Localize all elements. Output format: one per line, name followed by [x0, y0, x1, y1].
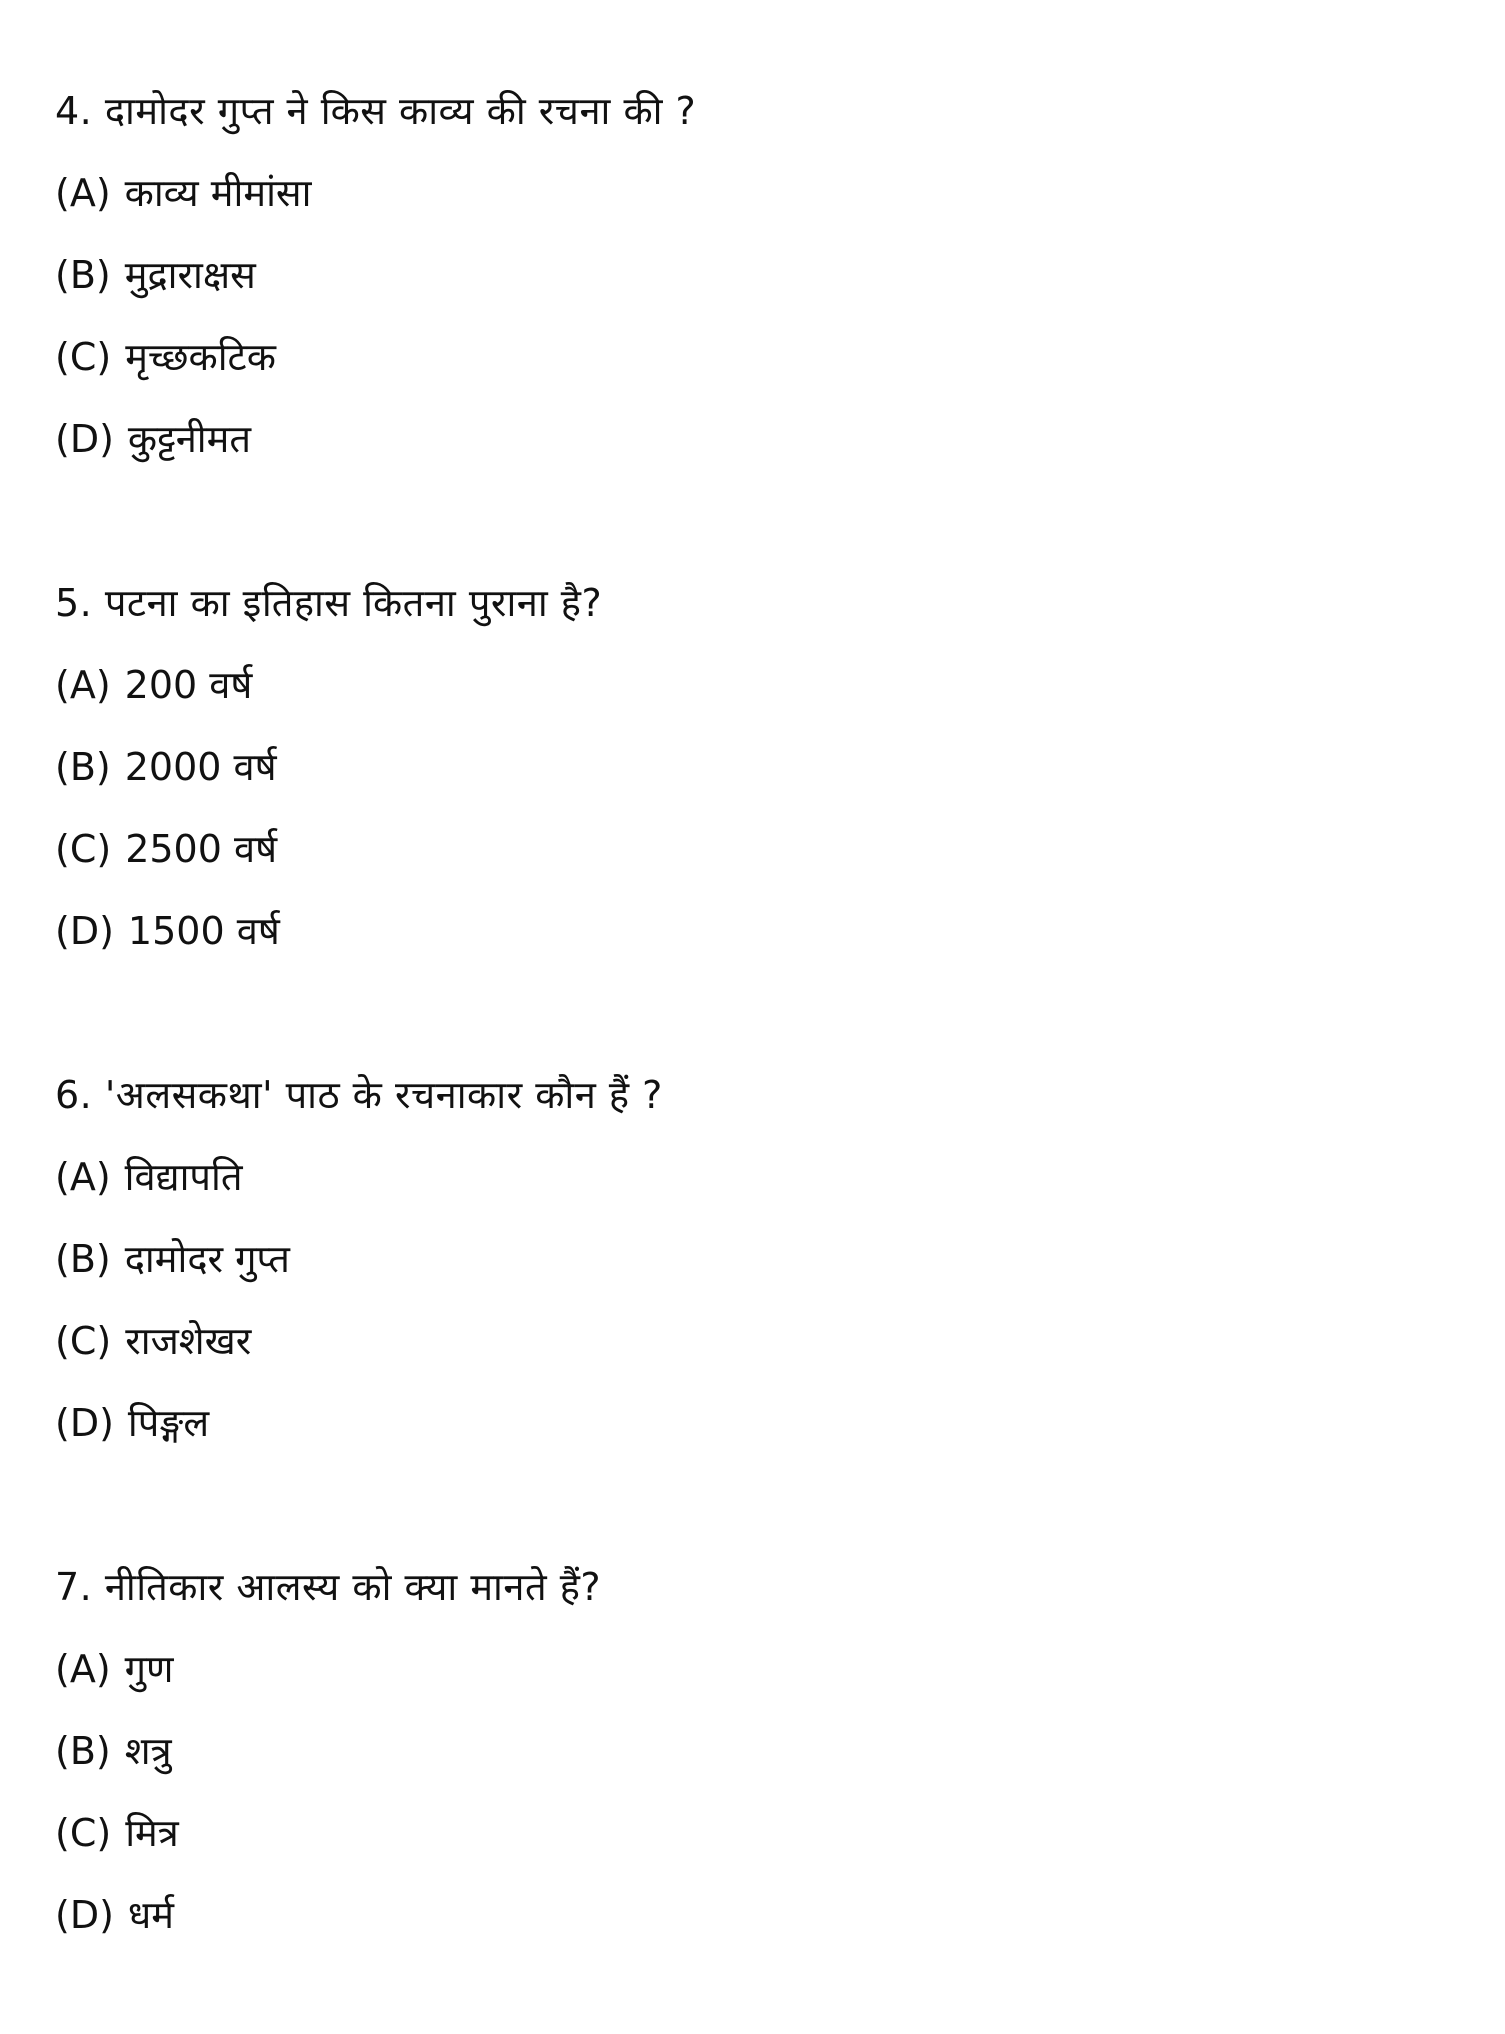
option-d	[55, 890, 1465, 972]
option-text: पिङ्गल	[127, 1401, 210, 1445]
option-b	[55, 1218, 1465, 1300]
option-label: (C)	[55, 1319, 112, 1363]
option-c	[55, 808, 1465, 890]
question-5	[55, 562, 1465, 972]
option-c	[55, 316, 1465, 398]
option-a	[55, 644, 1465, 726]
option-label: (D)	[55, 1401, 114, 1445]
option-c	[55, 1792, 1465, 1874]
option-text: 200 वर्ष	[124, 663, 253, 707]
option-label: (B)	[55, 745, 111, 789]
option-text: काव्य मीमांसा	[124, 171, 312, 215]
question-6	[55, 1054, 1465, 1464]
option-label: (D)	[55, 417, 114, 461]
option-b	[55, 1710, 1465, 1792]
question-spacer	[55, 1464, 1465, 1546]
option-label: (B)	[55, 253, 111, 297]
option-text: विद्यापति	[124, 1155, 243, 1199]
option-label: (C)	[55, 1811, 112, 1855]
option-c	[55, 1300, 1465, 1382]
option-a	[55, 152, 1465, 234]
question-7	[55, 1546, 1465, 1956]
option-label: (C)	[55, 827, 112, 871]
option-label: (B)	[55, 1237, 111, 1281]
option-b	[55, 726, 1465, 808]
question-4	[55, 70, 1465, 480]
option-label: (D)	[55, 909, 114, 953]
option-a	[55, 1136, 1465, 1218]
option-text: शत्रु	[124, 1729, 172, 1773]
option-label: (A)	[55, 663, 111, 707]
question-list	[55, 70, 1465, 1956]
option-label: (C)	[55, 335, 112, 379]
option-text: गुण	[124, 1647, 174, 1691]
option-text: दामोदर गुप्त	[124, 1237, 290, 1281]
option-label: (A)	[55, 1155, 111, 1199]
option-text: मुद्राराक्षस	[124, 253, 256, 297]
option-text: राजशेखर	[125, 1319, 252, 1363]
option-label: (A)	[55, 171, 111, 215]
option-b	[55, 234, 1465, 316]
question-spacer	[55, 480, 1465, 562]
option-text: 2500 वर्ष	[125, 827, 278, 871]
option-text: मृच्छकटिक	[125, 335, 276, 379]
question-spacer	[55, 972, 1465, 1054]
option-text: कुट्टनीमत	[127, 417, 252, 461]
question-text: 5. पटना का इतिहास कितना पुराना है?	[55, 581, 603, 625]
option-a	[55, 1628, 1465, 1710]
option-text: मित्र	[125, 1811, 179, 1855]
option-text: 2000 वर्ष	[124, 745, 277, 789]
question-text: 7. नीतिकार आलस्य को क्या मानते हैं?	[55, 1565, 602, 1609]
question-text: 4. दामोदर गुप्त ने किस काव्य की रचना की ?	[55, 89, 697, 133]
option-d	[55, 398, 1465, 480]
option-text: धर्म	[127, 1893, 175, 1937]
option-d	[55, 1382, 1465, 1464]
option-label: (A)	[55, 1647, 111, 1691]
option-label: (D)	[55, 1893, 114, 1937]
option-label: (B)	[55, 1729, 111, 1773]
question-text: 6. 'अलसकथा' पाठ के रचनाकार कौन हैं ?	[55, 1073, 663, 1117]
option-d	[55, 1874, 1465, 1956]
option-text: 1500 वर्ष	[127, 909, 280, 953]
